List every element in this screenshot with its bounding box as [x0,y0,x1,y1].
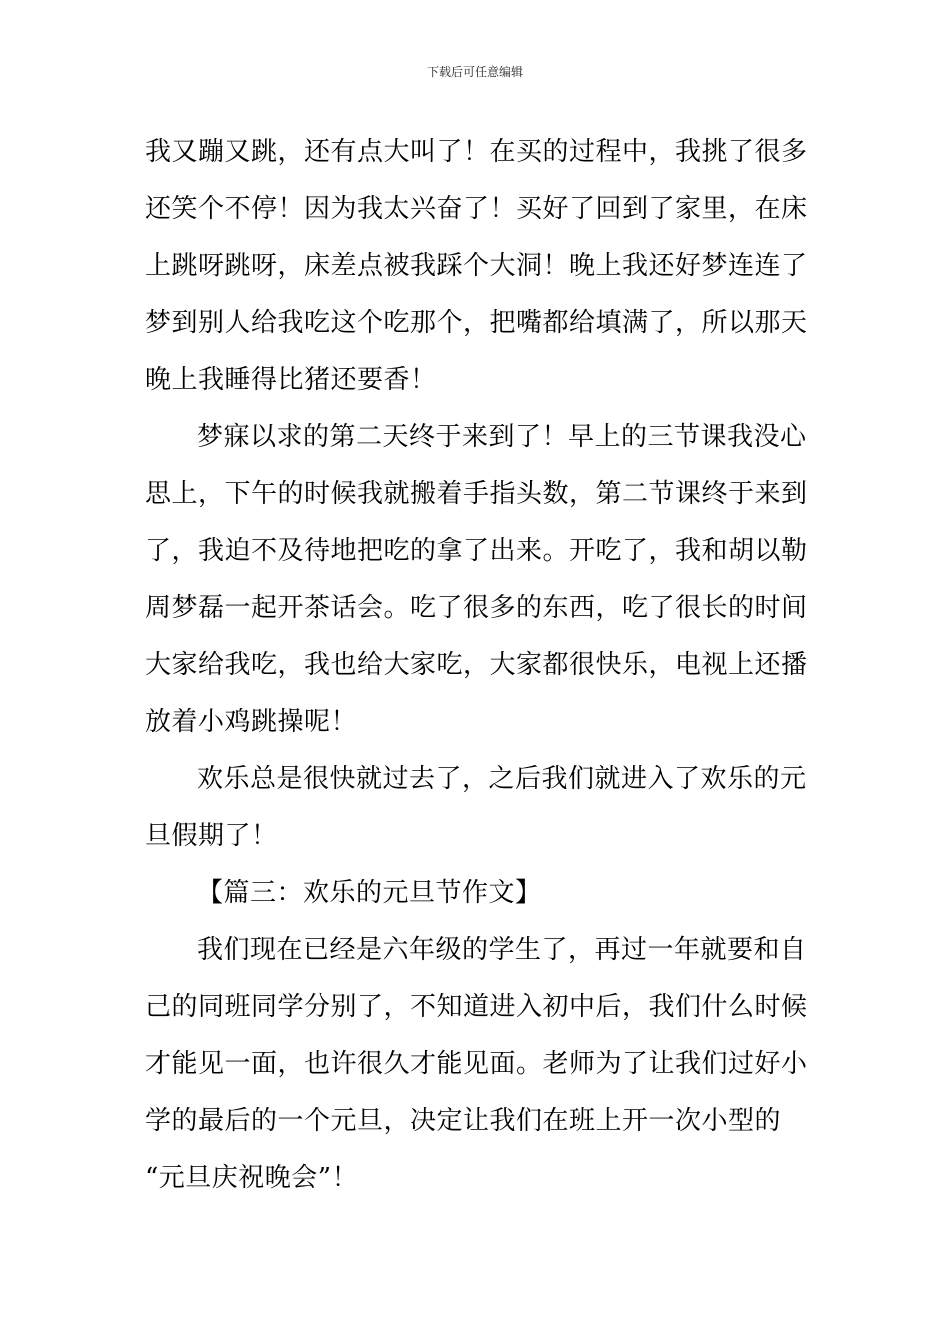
text-line: 周梦磊一起开茶话会。吃了很多的东西，吃了很长的时间 [145,593,808,623]
text-line: 我又蹦又跳，还有点大叫了！在买的过程中，我挑了很多 [145,137,808,167]
text-line: 梦寐以求的第二天终于来到了！早上的三节课我没心 [197,422,807,452]
text-line: 己的同班同学分别了，不知道进入初中后，我们什么时候 [145,992,808,1022]
text-line: 思上，下午的时候我就搬着手指头数，第二节课终于来到 [145,479,808,509]
text-line: 大家给我吃，我也给大家吃，大家都很快乐，电视上还播 [145,650,808,680]
text-line: 才能见一面，也许很久才能见面。老师为了让我们过好小 [145,1049,808,1079]
page-header: 下载后可任意编辑 [426,65,523,79]
text-line: “元旦庆祝晚会”！ [145,1163,359,1193]
text-line: 我们现在已经是六年级的学生了，再过一年就要和自 [197,935,807,965]
text-line: 放着小鸡跳操呢！ [145,707,358,737]
text-line: 梦到别人给我吃这个吃那个，把嘴都给填满了，所以那天 [145,308,808,338]
text-line: 学的最后的一个元旦，决定让我们在班上开一次小型的 [145,1106,782,1136]
text-line: 欢乐总是很快就过去了，之后我们就进入了欢乐的元 [197,764,807,794]
text-line: 上跳呀跳呀，床差点被我踩个大洞！晚上我还好梦连连了 [145,251,808,281]
text-line: 晚上我睡得比猪还要香！ [145,365,437,395]
section-heading: 【篇三：欢乐的元旦节作文】 [197,878,542,908]
text-line: 了，我迫不及待地把吃的拿了出来。开吃了，我和胡以勒 [145,536,808,566]
text-line: 旦假期了！ [145,821,278,851]
document-body [145,124,810,1207]
text-line: 还笑个不停！因为我太兴奋了！买好了回到了家里，在床 [145,194,808,224]
